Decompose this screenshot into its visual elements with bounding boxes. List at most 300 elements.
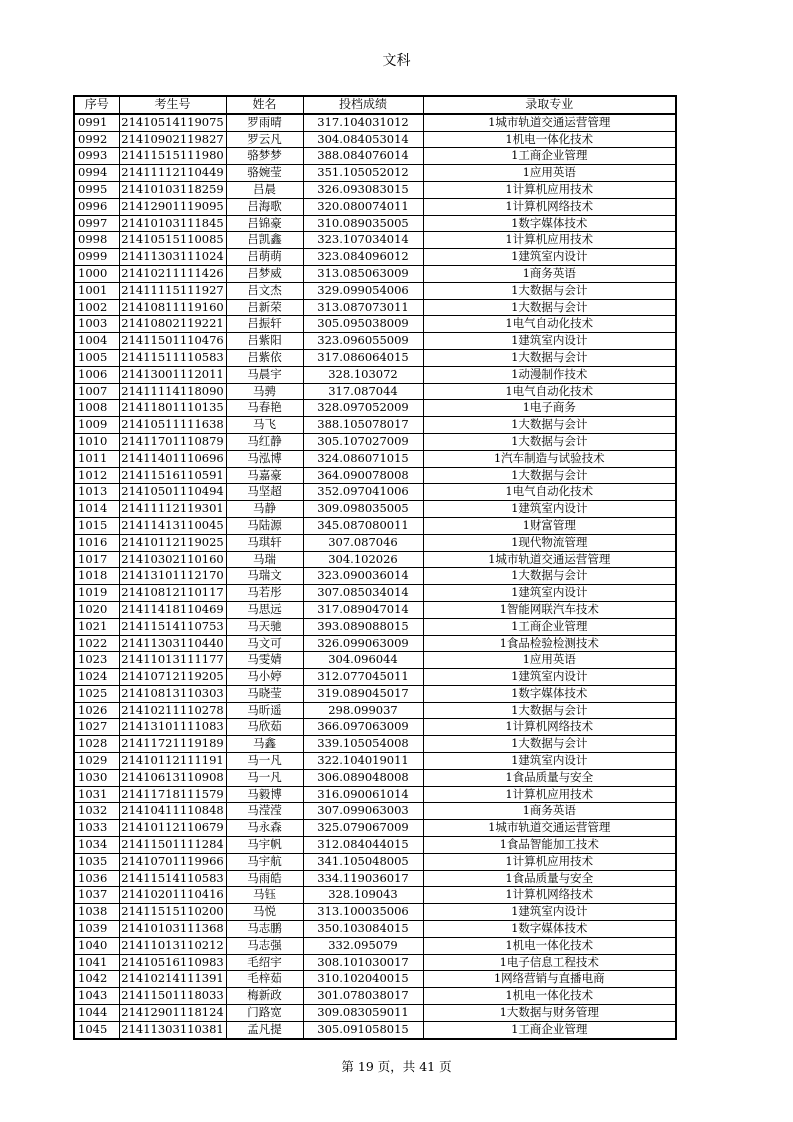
cell-seq: 1040: [74, 937, 119, 954]
cell-seq: 1045: [74, 1021, 119, 1038]
cell-major: 1计算机网络技术: [423, 198, 676, 215]
cell-seq: 1003: [74, 316, 119, 333]
cell-score: 307.085034014: [303, 585, 423, 602]
cell-score: 322.104019011: [303, 753, 423, 770]
table-row: [74, 1021, 676, 1038]
cell-seq: 1013: [74, 484, 119, 501]
cell-major: 1大数据与财务管理: [423, 1005, 676, 1022]
cell-score: 323.107034014: [303, 232, 423, 249]
cell-score: 308.101030017: [303, 954, 423, 971]
cell-seq: 1035: [74, 853, 119, 870]
cell-score: 317.104031012: [303, 114, 423, 131]
cell-seq: 1022: [74, 635, 119, 652]
cell-name: 罗云凡: [226, 131, 303, 148]
cell-name: 毛梓茹: [226, 971, 303, 988]
cell-major: 1建筑室内设计: [423, 501, 676, 518]
table-row: [74, 517, 676, 534]
cell-seq: 0992: [74, 131, 119, 148]
table-row: [74, 753, 676, 770]
cell-exam-id: 21410211110278: [119, 702, 226, 719]
cell-name: 马红静: [226, 433, 303, 450]
cell-exam-id: 21410411110848: [119, 803, 226, 820]
cell-major: 1计算机网络技术: [423, 887, 676, 904]
cell-name: 马宇帆: [226, 837, 303, 854]
cell-score: 313.085063009: [303, 265, 423, 282]
cell-seq: 1018: [74, 568, 119, 585]
cell-major: 1电子信息工程技术: [423, 954, 676, 971]
cell-exam-id: 21410802119221: [119, 316, 226, 333]
cell-name: 马钰: [226, 887, 303, 904]
cell-score: 323.084096012: [303, 249, 423, 266]
cell-name: 骆梦梦: [226, 148, 303, 165]
cell-score: 313.087073011: [303, 299, 423, 316]
cell-seq: 1042: [74, 971, 119, 988]
cell-exam-id: 21410501110494: [119, 484, 226, 501]
cell-name: 马瑞: [226, 551, 303, 568]
cell-major: 1应用英语: [423, 165, 676, 182]
cell-name: 毛绍宇: [226, 954, 303, 971]
cell-seq: 1006: [74, 366, 119, 383]
cell-exam-id: 21410511111638: [119, 417, 226, 434]
cell-exam-id: 21412901119095: [119, 198, 226, 215]
cell-exam-id: 21410112119025: [119, 534, 226, 551]
cell-name: 马晓莹: [226, 685, 303, 702]
cell-name: 梅新政: [226, 988, 303, 1005]
cell-major: 1大数据与会计: [423, 417, 676, 434]
cell-score: 332.095079: [303, 937, 423, 954]
cell-score: 301.078038017: [303, 988, 423, 1005]
cell-exam-id: 21411114118090: [119, 383, 226, 400]
cell-name: 吕梦威: [226, 265, 303, 282]
cell-major: 1电气自动化技术: [423, 316, 676, 333]
cell-major: 1建筑室内设计: [423, 669, 676, 686]
cell-score: 304.102026: [303, 551, 423, 568]
cell-score: 345.087080011: [303, 517, 423, 534]
cell-exam-id: 21410712119205: [119, 669, 226, 686]
cell-major: 1大数据与会计: [423, 433, 676, 450]
cell-score: 324.086071015: [303, 450, 423, 467]
cell-exam-id: 21410103111368: [119, 921, 226, 938]
table-row: [74, 232, 676, 249]
table-row: [74, 181, 676, 198]
cell-seq: 1027: [74, 719, 119, 736]
cell-major: 1建筑室内设计: [423, 585, 676, 602]
table-row: [74, 870, 676, 887]
cell-seq: 1033: [74, 820, 119, 837]
table-row: [74, 719, 676, 736]
cell-name: 马昕遥: [226, 702, 303, 719]
cell-exam-id: 21411418110469: [119, 601, 226, 618]
cell-score: 307.099063003: [303, 803, 423, 820]
cell-major: 1大数据与会计: [423, 349, 676, 366]
cell-score: 328.109043: [303, 887, 423, 904]
cell-seq: 0994: [74, 165, 119, 182]
table-row: [74, 652, 676, 669]
cell-score: 366.097063009: [303, 719, 423, 736]
table-row: [74, 786, 676, 803]
table-row: [74, 887, 676, 904]
cell-major: 1工商企业管理: [423, 148, 676, 165]
cell-exam-id: 21411303111024: [119, 249, 226, 266]
cell-name: 马天驰: [226, 618, 303, 635]
table-row: [74, 282, 676, 299]
table-row: [74, 904, 676, 921]
cell-name: 马瑞文: [226, 568, 303, 585]
table-row: [74, 433, 676, 450]
table-header-row: [74, 96, 676, 114]
cell-score: 304.096044: [303, 652, 423, 669]
table-row: [74, 349, 676, 366]
cell-score: 328.097052009: [303, 400, 423, 417]
cell-major: 1城市轨道交通运营管理: [423, 820, 676, 837]
cell-seq: 1007: [74, 383, 119, 400]
page-title: 文科: [382, 53, 411, 69]
cell-seq: 0999: [74, 249, 119, 266]
cell-seq: 1017: [74, 551, 119, 568]
cell-major: 1大数据与会计: [423, 467, 676, 484]
cell-name: 吕凯鑫: [226, 232, 303, 249]
table-row: [74, 148, 676, 165]
table-row: [74, 333, 676, 350]
cell-score: 329.099054006: [303, 282, 423, 299]
cell-seq: 1032: [74, 803, 119, 820]
table-row: [74, 484, 676, 501]
cell-seq: 1020: [74, 601, 119, 618]
cell-name: 马毅博: [226, 786, 303, 803]
table-row: [74, 820, 676, 837]
cell-score: 317.086064015: [303, 349, 423, 366]
cell-major: 1机电一体化技术: [423, 131, 676, 148]
cell-name: 马欣茹: [226, 719, 303, 736]
cell-exam-id: 21410103118259: [119, 181, 226, 198]
cell-seq: 1011: [74, 450, 119, 467]
cell-seq: 0996: [74, 198, 119, 215]
cell-seq: 1015: [74, 517, 119, 534]
table-row: [74, 417, 676, 434]
cell-score: 351.105052012: [303, 165, 423, 182]
cell-name: 马一凡: [226, 753, 303, 770]
cell-name: 马骋: [226, 383, 303, 400]
cell-seq: 1024: [74, 669, 119, 686]
cell-score: 313.100035006: [303, 904, 423, 921]
cell-exam-id: 21410103111845: [119, 215, 226, 232]
cell-score: 388.084076014: [303, 148, 423, 165]
table-row: [74, 366, 676, 383]
cell-name: 吕晨: [226, 181, 303, 198]
cell-name: 马陆源: [226, 517, 303, 534]
cell-score: 312.084044015: [303, 837, 423, 854]
cell-score: 339.105054008: [303, 736, 423, 753]
cell-exam-id: 21411514110753: [119, 618, 226, 635]
cell-major: 1商务英语: [423, 803, 676, 820]
cell-name: 吕紫依: [226, 349, 303, 366]
cell-exam-id: 21410112111191: [119, 753, 226, 770]
table-row: [74, 450, 676, 467]
cell-name: 马嘉豪: [226, 467, 303, 484]
cell-exam-id: 21410515110085: [119, 232, 226, 249]
cell-name: 马文可: [226, 635, 303, 652]
cell-name: 马琪轩: [226, 534, 303, 551]
table-row: [74, 921, 676, 938]
table-row: [74, 635, 676, 652]
cell-major: 1机电一体化技术: [423, 988, 676, 1005]
table-row: [74, 165, 676, 182]
table-row: [74, 736, 676, 753]
cell-seq: 1019: [74, 585, 119, 602]
cell-score: 323.090036014: [303, 568, 423, 585]
table-row: [74, 971, 676, 988]
cell-exam-id: 21411721119189: [119, 736, 226, 753]
cell-score: 325.079067009: [303, 820, 423, 837]
cell-exam-id: 21410811119160: [119, 299, 226, 316]
cell-exam-id: 21413001112011: [119, 366, 226, 383]
table-row: [74, 299, 676, 316]
cell-seq: 1001: [74, 282, 119, 299]
cell-exam-id: 21410201110416: [119, 887, 226, 904]
cell-name: 吕锦豪: [226, 215, 303, 232]
cell-score: 312.077045011: [303, 669, 423, 686]
cell-exam-id: 21411401110696: [119, 450, 226, 467]
cell-seq: 1044: [74, 1005, 119, 1022]
table-row: [74, 501, 676, 518]
cell-seq: 1009: [74, 417, 119, 434]
cell-exam-id: 21411413110045: [119, 517, 226, 534]
cell-exam-id: 21411013110212: [119, 937, 226, 954]
table-row: [74, 551, 676, 568]
cell-name: 吕紫阳: [226, 333, 303, 350]
cell-exam-id: 21410813110303: [119, 685, 226, 702]
cell-score: 317.089047014: [303, 601, 423, 618]
cell-major: 1食品检验检测技术: [423, 635, 676, 652]
table-row: [74, 585, 676, 602]
cell-major: 1汽车制造与试验技术: [423, 450, 676, 467]
cell-seq: 1000: [74, 265, 119, 282]
table-row: [74, 316, 676, 333]
table-row: [74, 853, 676, 870]
cell-score: 305.095038009: [303, 316, 423, 333]
cell-name: 吕新荣: [226, 299, 303, 316]
cell-name: 马春艳: [226, 400, 303, 417]
table-row: [74, 467, 676, 484]
cell-exam-id: 21411303110440: [119, 635, 226, 652]
cell-score: 388.105078017: [303, 417, 423, 434]
cell-major: 1建筑室内设计: [423, 753, 676, 770]
cell-seq: 1004: [74, 333, 119, 350]
cell-major: 1数字媒体技术: [423, 215, 676, 232]
cell-seq: 1036: [74, 870, 119, 887]
cell-major: 1电气自动化技术: [423, 484, 676, 501]
cell-major: 1智能网联汽车技术: [423, 601, 676, 618]
cell-exam-id: 21410112110679: [119, 820, 226, 837]
cell-score: 326.099063009: [303, 635, 423, 652]
cell-seq: 1037: [74, 887, 119, 904]
cell-seq: 1025: [74, 685, 119, 702]
cell-seq: 1029: [74, 753, 119, 770]
cell-exam-id: 21413101111083: [119, 719, 226, 736]
cell-score: 393.089088015: [303, 618, 423, 635]
cell-seq: 0997: [74, 215, 119, 232]
cell-name: 骆婉莹: [226, 165, 303, 182]
cell-major: 1电子商务: [423, 400, 676, 417]
header-score: 投档成绩: [303, 96, 423, 114]
cell-name: 马志鹏: [226, 921, 303, 938]
table-body: [74, 114, 676, 1039]
header-seq: 序号: [74, 96, 119, 114]
cell-score: 310.089035005: [303, 215, 423, 232]
cell-major: 1动漫制作技术: [423, 366, 676, 383]
cell-exam-id: 21411013111177: [119, 652, 226, 669]
cell-seq: 1038: [74, 904, 119, 921]
cell-seq: 1034: [74, 837, 119, 854]
table-row: [74, 215, 676, 232]
cell-major: 1商务英语: [423, 265, 676, 282]
table-row: [74, 534, 676, 551]
cell-major: 1城市轨道交通运营管理: [423, 114, 676, 131]
cell-exam-id: 21410812110117: [119, 585, 226, 602]
cell-name: 马飞: [226, 417, 303, 434]
cell-exam-id: 21410302110160: [119, 551, 226, 568]
cell-major: 1现代物流管理: [423, 534, 676, 551]
cell-major: 1计算机应用技术: [423, 786, 676, 803]
cell-seq: 1005: [74, 349, 119, 366]
cell-seq: 0993: [74, 148, 119, 165]
cell-score: 328.103072: [303, 366, 423, 383]
cell-name: 马小婷: [226, 669, 303, 686]
cell-exam-id: 21410701119966: [119, 853, 226, 870]
cell-name: 孟凡提: [226, 1021, 303, 1038]
cell-major: 1大数据与会计: [423, 568, 676, 585]
table-row: [74, 131, 676, 148]
cell-major: 1数字媒体技术: [423, 921, 676, 938]
cell-seq: 0998: [74, 232, 119, 249]
cell-name: 马静: [226, 501, 303, 518]
cell-exam-id: 21410902119827: [119, 131, 226, 148]
table-row: [74, 954, 676, 971]
cell-seq: 1021: [74, 618, 119, 635]
cell-score: 341.105048005: [303, 853, 423, 870]
cell-name: 马永森: [226, 820, 303, 837]
cell-major: 1食品质量与安全: [423, 870, 676, 887]
cell-exam-id: 21411115111927: [119, 282, 226, 299]
cell-name: 马思远: [226, 601, 303, 618]
cell-name: 马雨皓: [226, 870, 303, 887]
cell-score: 317.087044: [303, 383, 423, 400]
header-name: 姓名: [226, 96, 303, 114]
table-row: [74, 114, 676, 131]
cell-major: 1工商企业管理: [423, 618, 676, 635]
cell-name: 马宇航: [226, 853, 303, 870]
cell-major: 1大数据与会计: [423, 282, 676, 299]
cell-seq: 1043: [74, 988, 119, 1005]
header-exam-id: 考生号: [119, 96, 226, 114]
cell-exam-id: 21410211111426: [119, 265, 226, 282]
cell-major: 1大数据与会计: [423, 736, 676, 753]
cell-exam-id: 21411801110135: [119, 400, 226, 417]
cell-score: 323.096055009: [303, 333, 423, 350]
cell-major: 1建筑室内设计: [423, 904, 676, 921]
cell-name: 马坚超: [226, 484, 303, 501]
cell-seq: 1031: [74, 786, 119, 803]
cell-exam-id: 21411112119301: [119, 501, 226, 518]
page-footer: 第 19 页，共 41 页: [341, 1059, 452, 1074]
cell-exam-id: 21411303110381: [119, 1021, 226, 1038]
cell-name: 马晨宇: [226, 366, 303, 383]
table-row: [74, 988, 676, 1005]
cell-exam-id: 21411516110591: [119, 467, 226, 484]
cell-score: 316.090061014: [303, 786, 423, 803]
cell-major: 1建筑室内设计: [423, 333, 676, 350]
cell-major: 1应用英语: [423, 652, 676, 669]
cell-name: 门路宽: [226, 1005, 303, 1022]
table-row: [74, 265, 676, 282]
table-row: [74, 837, 676, 854]
table-row: [74, 383, 676, 400]
cell-major: 1城市轨道交通运营管理: [423, 551, 676, 568]
cell-exam-id: 21411515110200: [119, 904, 226, 921]
cell-exam-id: 21411501110476: [119, 333, 226, 350]
cell-name: 吕振轩: [226, 316, 303, 333]
cell-name: 吕萌萌: [226, 249, 303, 266]
cell-major: 1计算机网络技术: [423, 719, 676, 736]
cell-score: 310.102040015: [303, 971, 423, 988]
table-row: [74, 249, 676, 266]
cell-score: 304.084053014: [303, 131, 423, 148]
cell-seq: 1016: [74, 534, 119, 551]
cell-name: 马悦: [226, 904, 303, 921]
cell-score: 307.087046: [303, 534, 423, 551]
cell-name: 马鑫: [226, 736, 303, 753]
table-row: [74, 669, 676, 686]
table-row: [74, 1005, 676, 1022]
cell-seq: 1012: [74, 467, 119, 484]
cell-name: 马志强: [226, 937, 303, 954]
cell-exam-id: 21412901118124: [119, 1005, 226, 1022]
cell-major: 1电气自动化技术: [423, 383, 676, 400]
cell-score: 306.089048008: [303, 769, 423, 786]
cell-seq: 0995: [74, 181, 119, 198]
cell-exam-id: 21411718111579: [119, 786, 226, 803]
cell-seq: 1041: [74, 954, 119, 971]
cell-major: 1大数据与会计: [423, 702, 676, 719]
cell-score: 350.103084015: [303, 921, 423, 938]
table-row: [74, 198, 676, 215]
cell-major: 1财富管理: [423, 517, 676, 534]
cell-score: 309.098035005: [303, 501, 423, 518]
cell-major: 1计算机应用技术: [423, 181, 676, 198]
table-row: [74, 769, 676, 786]
cell-name: 马若彤: [226, 585, 303, 602]
cell-name: 罗雨晴: [226, 114, 303, 131]
cell-major: 1计算机应用技术: [423, 232, 676, 249]
cell-exam-id: 21411501111284: [119, 837, 226, 854]
cell-name: 马滢滢: [226, 803, 303, 820]
cell-seq: 1002: [74, 299, 119, 316]
cell-exam-id: 21410214111391: [119, 971, 226, 988]
cell-score: 326.093083015: [303, 181, 423, 198]
cell-seq: 1023: [74, 652, 119, 669]
cell-name: 吕文杰: [226, 282, 303, 299]
cell-score: 319.089045017: [303, 685, 423, 702]
cell-major: 1工商企业管理: [423, 1021, 676, 1038]
cell-major: 1数字媒体技术: [423, 685, 676, 702]
cell-exam-id: 21411112110449: [119, 165, 226, 182]
cell-exam-id: 21410516110983: [119, 954, 226, 971]
cell-exam-id: 21411511110583: [119, 349, 226, 366]
cell-major: 1建筑室内设计: [423, 249, 676, 266]
cell-name: 马一凡: [226, 769, 303, 786]
header-major: 录取专业: [423, 96, 676, 114]
cell-score: 305.091058015: [303, 1021, 423, 1038]
